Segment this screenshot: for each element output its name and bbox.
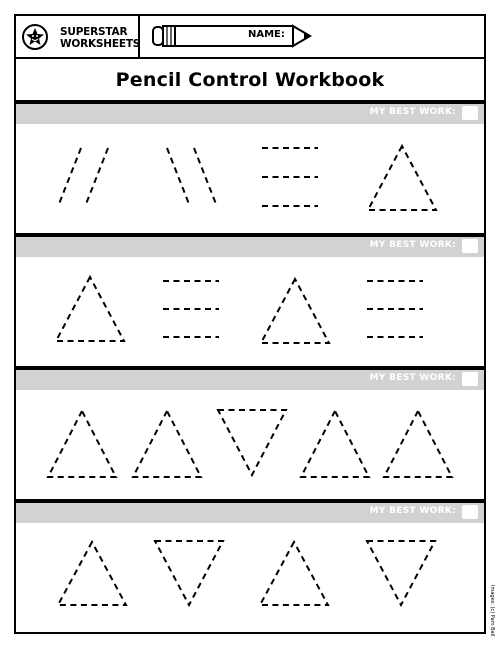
best-work-label: MY BEST WORK:: [369, 506, 456, 516]
triangle-up: [301, 411, 369, 477]
triangle-down: [155, 541, 223, 605]
name-label: NAME:: [248, 29, 285, 40]
triangle-up: [58, 542, 126, 605]
forward-slash-pair: [59, 148, 108, 204]
logo-line-1: SUPERSTAR: [60, 26, 128, 38]
triangle-up: [56, 277, 124, 341]
dashed-horizontal-lines: [163, 281, 219, 337]
triangle-up: [133, 411, 201, 477]
triangle-down: [367, 541, 435, 605]
image-credit: [486, 585, 496, 635]
triangle-up: [48, 411, 116, 477]
triangle-up: [261, 279, 329, 343]
image-credit-text: Images: (c) Pam Ball: [489, 585, 495, 637]
back-slash-pair: [167, 148, 216, 204]
triangle-up: [384, 411, 452, 477]
best-work-label: MY BEST WORK:: [369, 373, 456, 383]
best-work-label: MY BEST WORK:: [369, 107, 456, 117]
logo-line-2: WORKSHEETS: [60, 38, 141, 50]
page-title: Pencil Control Workbook: [115, 68, 385, 91]
best-work-label: MY BEST WORK:: [369, 240, 456, 250]
dashed-horizontal-lines: [367, 281, 423, 337]
triangle-down: [218, 410, 286, 475]
triangle-up: [368, 146, 436, 210]
triangle-up: [260, 542, 328, 605]
dashed-horizontal-lines: [262, 148, 318, 206]
